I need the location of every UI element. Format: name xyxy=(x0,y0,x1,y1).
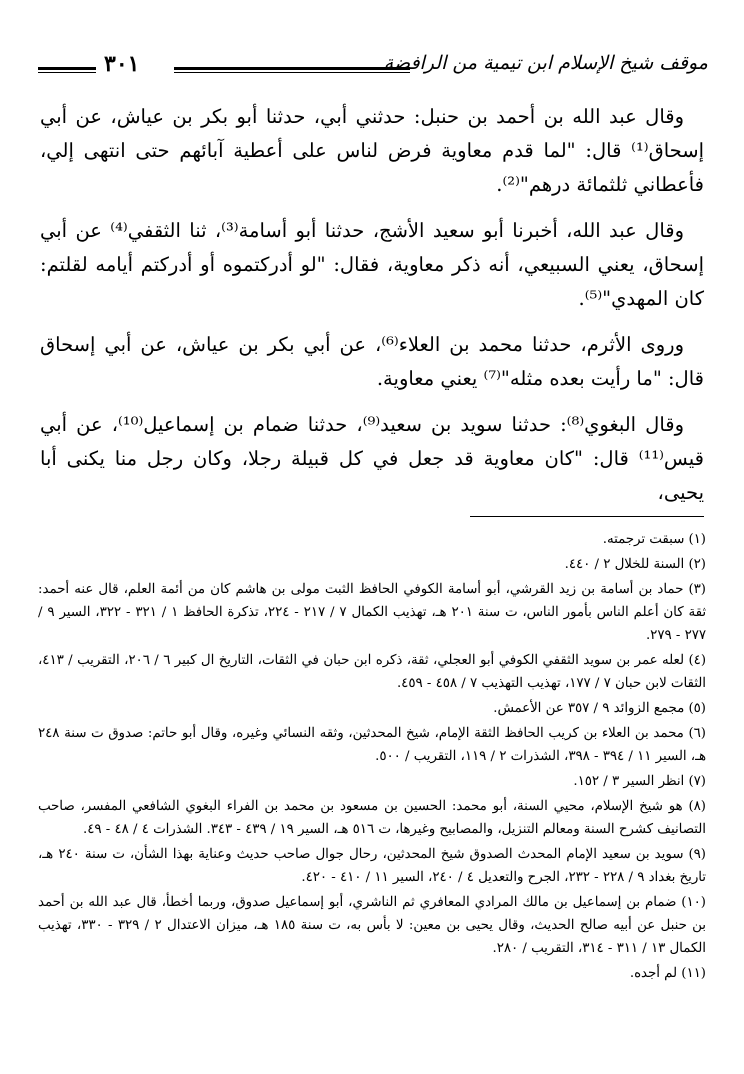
footnote: (٦) محمد بن العلاء بن كريب الحافظ الثقة الإمام، شيخ المحدثين، وثقه النسائي وغيره، وقال أبو حاتم: صدوق ت سنة ٢٤٨ هـ، السير ١١ / ٣٩٤ - ٣٩٨، الشذرات ٢ / ١١٩، التقريب / ٥٠٠. xyxy=(38,726,706,764)
footnote: (٨) هو شيخ الإسلام، محيي السنة، أبو محمد: الحسين بن مسعود بن محمد بن الفراء البغوي الشافعي المفسر، صاحب التصانيف كشرح السنة ومعالم التنزيل، والمصابيح وغيرها، ت ٥١٦ هـ، السير ١٩ / ٤٣٩ - ٣٤٣. الشذرات ٤ / ٤٨ - ٤٩. xyxy=(38,799,706,837)
footnote: (٥) مجمع الزوائد ٩ / ٣٥٧ عن الأعمش. xyxy=(493,701,706,716)
page-number: ٣٠١ xyxy=(104,51,140,77)
book-title: موقف شيخ الإسلام ابن تيمية من الرافضة xyxy=(383,52,708,74)
header-rule-short xyxy=(38,67,96,73)
paragraph: وقال عبد الله، أخبرنا أبو سعيد الأشج، حدثنا أبو أسامة⁽³⁾، ثنا الثقفي⁽⁴⁾ عن أبي إسحاق، يعني السبيعي، أنه ذكر معاوية، فقال: "لو أدركتموه أو أدركتم أيامه لقلتم: كان المهدي"⁽⁵⁾. xyxy=(40,219,704,310)
footnote: (٤) لعله عمر بن سويد الثقفي الكوفي أبو العجلي، ثقة، ذكره ابن حبان في الثقات، التاريخ ال كبير ٦ / ٢٠٦، التقريب / ٤١٣، الثقات لابن حبان ٧ / ١٧٧، تهذيب التهذيب ٧ / ٤٥٨ - ٤٥٩. xyxy=(38,653,707,691)
footnote-separator xyxy=(470,516,704,517)
footnote: (٩) سويد بن سعيد الإمام المحدث الصدوق شيخ المحدثين، رحال جوال صاحب حديث وعناية بهذا الشأن، ت سنة ٢٤٠ هـ، تاريخ بغداد ٩ / ٢٢٨ - ٢٣٢، الجرح والتعديل ٤ / ٢٤٠، السير ١١ / ٤١٠ - ٤٢٠. xyxy=(38,847,706,885)
footnote: (٧) انظر السير ٣ / ١٥٢. xyxy=(573,774,706,789)
paragraph: وروى الأثرم، حدثنا محمد بن العلاء⁽⁶⁾، عن أبي بكر بن عياش، عن أبي إسحاق قال: "ما رأيت بعده مثله"⁽⁷⁾ يعني معاوية. xyxy=(40,333,704,390)
running-header xyxy=(38,52,708,86)
footnote: (٣) حماد بن أسامة بن زيد القرشي، أبو أسامة الكوفي الحافظ الثبت مولى بن هاشم كان من أئمة العلم، قال عنه أحمد: ثقة كان أعلم الناس بأمور الناس، ت سنة ٢٠١ هـ، تهذيب الكمال ٧ / ٢١٧ - ٢٢٤، تذكرة الحافظ ١ / ٣٢١ - ٣٢٢، السير ٩ / ٢٧٧ - ٢٧٩. xyxy=(38,582,707,643)
footnote: (٢) السنة للخلال ٢ / ٤٤٠. xyxy=(564,557,706,572)
paragraph: وقال البغوي⁽⁸⁾: حدثنا سويد بن سعيد⁽⁹⁾، حدثنا ضمام بن إسماعيل⁽¹⁰⁾، عن أبي قيس⁽¹¹⁾ قال: "كان معاوية قد جعل في كل قبيلة رجلا، وكان رجل منا يكنى أبا يحيى، xyxy=(40,413,704,504)
footnote: (١) سبقت ترجمته. xyxy=(602,532,706,547)
paragraph: وقال عبد الله بن أحمد بن حنبل: حدثني أبي، حدثنا أبو بكر بن عياش، عن أبي إسحاق⁽¹⁾ قال: "لما قدم معاوية فرض لناس على أعطية آبائهم حتى انتهى إلي، فأعطاني ثلثمائة درهم"⁽²⁾. xyxy=(40,105,704,196)
footnotes xyxy=(38,528,706,987)
footnote: (١١) لم أجده. xyxy=(629,966,706,981)
main-text xyxy=(40,100,704,522)
header-rule xyxy=(174,67,410,73)
footnote: (١٠) ضمام بن إسماعيل بن مالك المرادي المعافري ثم الناشري، أبو إسماعيل صدوق، وربما أخطأ، قال عبد الله بن أحمد بن حنبل عن أبيه صالح الحديث، وقال يحيى بن معين: لا بأس به، ت سنة ١٨٥ هـ، ميزان الاعتدال ٢ / ٣٢٩ - ٣٣٠، تهذيب الكمال ١٣ / ٣١١ - ٣١٤، التقريب / ٢٨٠. xyxy=(38,895,706,956)
